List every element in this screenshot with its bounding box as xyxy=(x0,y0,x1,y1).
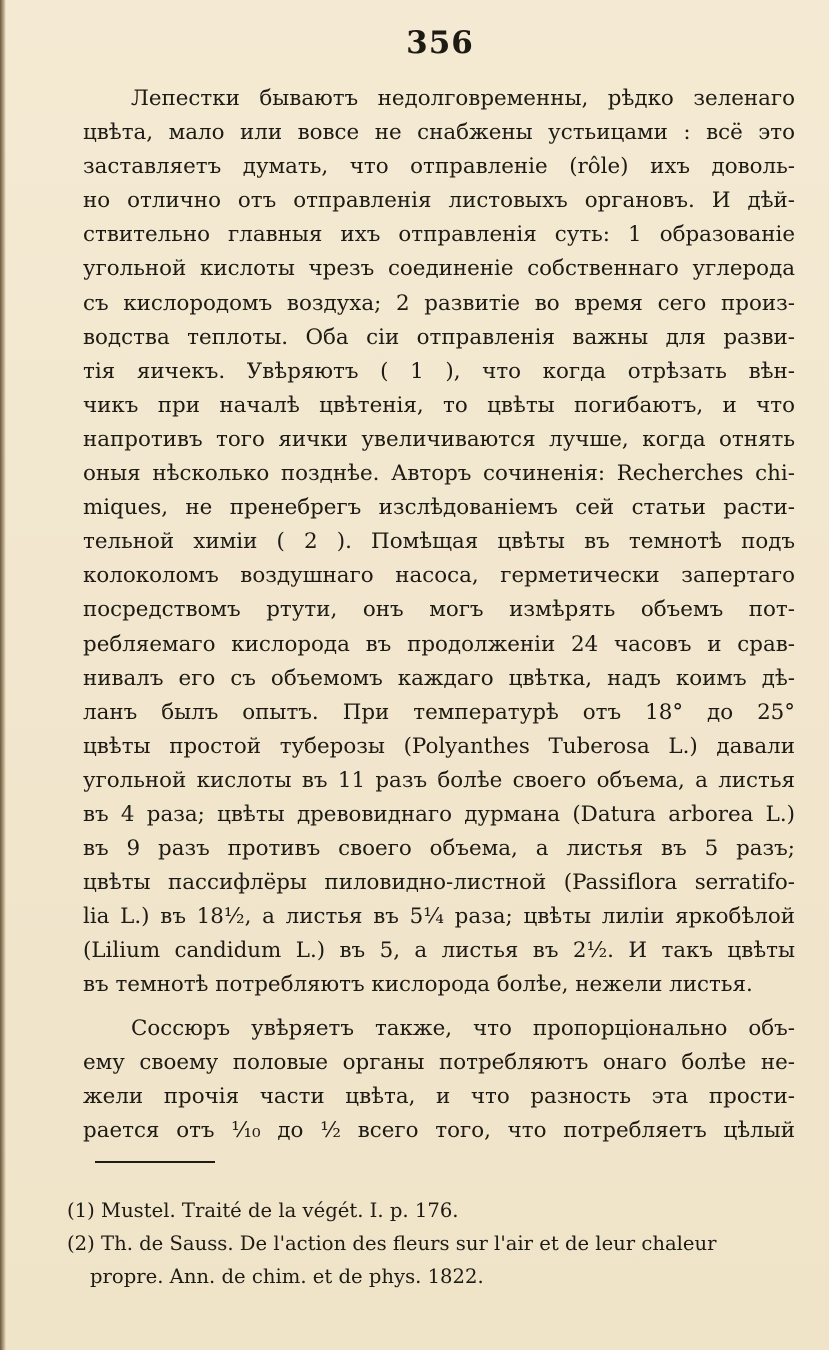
text-line: посредствомъ ртути, онъ могъ измѣрять объемъ пот- xyxy=(83,597,795,623)
text-line: въ 9 разъ противъ своего объема, а листья въ 5 разъ; xyxy=(83,836,795,862)
text-line: нивалъ его съ объемомъ каждаго цвѣтка, надъ коимъ дѣ- xyxy=(83,665,795,691)
text-line: цвѣты простой туберозы (Polyanthes Tuberosa L.) давали xyxy=(83,733,795,759)
text-line: Соссюръ увѣряетъ также, что пропорціонально объ- xyxy=(131,1015,795,1041)
text-line: цвѣты пассифлёры пиловидно-листной (Passiflora serratifo- xyxy=(83,870,795,896)
footnote-divider xyxy=(95,1161,215,1163)
text-line: колоколомъ воздушнаго насоса, герметически запертаго xyxy=(83,563,795,589)
text-line: ланъ былъ опытъ. При температурѣ отъ 18° до 25° xyxy=(83,699,795,725)
footnote-line: propre. Ann. de chim. et de phys. 1822. xyxy=(90,1265,484,1288)
text-line: въ 4 раза; цвѣты древовиднаго дурмана (Datura arborea L.) xyxy=(83,801,795,827)
text-line: но отлично отъ отправленія листовыхъ органовъ. И дѣй- xyxy=(83,188,795,214)
text-line: оныя нѣсколько позднѣе. Авторъ сочиненія: Recherches chi- xyxy=(83,461,795,487)
text-line: lia L.) въ 18½, а листья въ 5¼ раза; цвѣты лиліи яркобѣлой xyxy=(83,904,795,930)
text-line: рается отъ ¹⁄₁₀ до ½ всего того, что потребляетъ цѣлый xyxy=(83,1117,795,1143)
text-line: (Lilium candidum L.) въ 5, а листья въ 2½. И такъ цвѣты xyxy=(83,938,795,964)
footnote-text: Th. de Sauss. De l'action des fleurs sur l'air et de leur chaleur xyxy=(101,1232,717,1255)
footnote-marker: (1) xyxy=(67,1199,95,1222)
text-line: тія яичекъ. Увѣряютъ ( 1 ), что когда отрѣзать вѣн- xyxy=(83,358,795,384)
text-line: ему своему половые органы потребляютъ онаго болѣе не- xyxy=(83,1049,795,1075)
text-line: тельной химіи ( 2 ). Помѣщая цвѣты въ темнотѣ подъ xyxy=(83,529,795,555)
text-line: угольной кислоты чрезъ соединеніе собственнаго углерода xyxy=(83,256,795,282)
text-line: чикъ при началѣ цвѣтенія, то цвѣты погибаютъ, и что xyxy=(83,392,795,418)
main-text xyxy=(83,82,795,1148)
page-spine-shadow xyxy=(0,0,6,1350)
paragraph-2 xyxy=(83,1012,795,1148)
footnote-1 xyxy=(67,1194,794,1227)
text-line: Лепестки бываютъ недолговременны, рѣдко зеленаго xyxy=(131,86,795,111)
footnote-line xyxy=(67,1194,794,1227)
text-line: ствительно главныя ихъ отправленія суть: 1 образованіе xyxy=(83,222,795,248)
text-line: въ темнотѣ потребляютъ кислорода болѣе, нежели листья. xyxy=(83,972,753,998)
footnote-2 xyxy=(67,1227,794,1293)
text-line: напротивъ того яички увеличиваются лучше, когда отнять xyxy=(83,426,795,452)
text-line: водства теплоты. Оба сіи отправленія важны для разви- xyxy=(83,324,795,350)
text-line: ребляемаго кислорода въ продолженіи 24 часовъ и срав- xyxy=(83,631,795,657)
page-number: 356 xyxy=(406,25,474,61)
text-line: цвѣта, мало или вовсе не снабжены устьицами : всё это xyxy=(83,120,795,146)
footnote-line xyxy=(67,1227,794,1260)
text-line: угольной кислоты въ 11 разъ болѣе своего объема, а листья xyxy=(83,767,795,793)
footnote-text: Mustel. Traité de la végét. I. p. 176. xyxy=(101,1199,459,1222)
text-line: жели прочія части цвѣта, и что разность эта прости- xyxy=(83,1083,795,1109)
text-line: miques, не пренебрегъ изслѣдованіемъ сей статьи расти- xyxy=(83,495,795,521)
text-line: съ кислородомъ воздуха; 2 развитіе во время сего произ- xyxy=(83,290,795,316)
text-line: заставляетъ думать, что отправленіе (rôle) ихъ доволь- xyxy=(83,154,795,180)
paragraph-1 xyxy=(83,82,795,1003)
footnotes xyxy=(67,1194,794,1293)
footnote-marker: (2) xyxy=(67,1232,95,1255)
